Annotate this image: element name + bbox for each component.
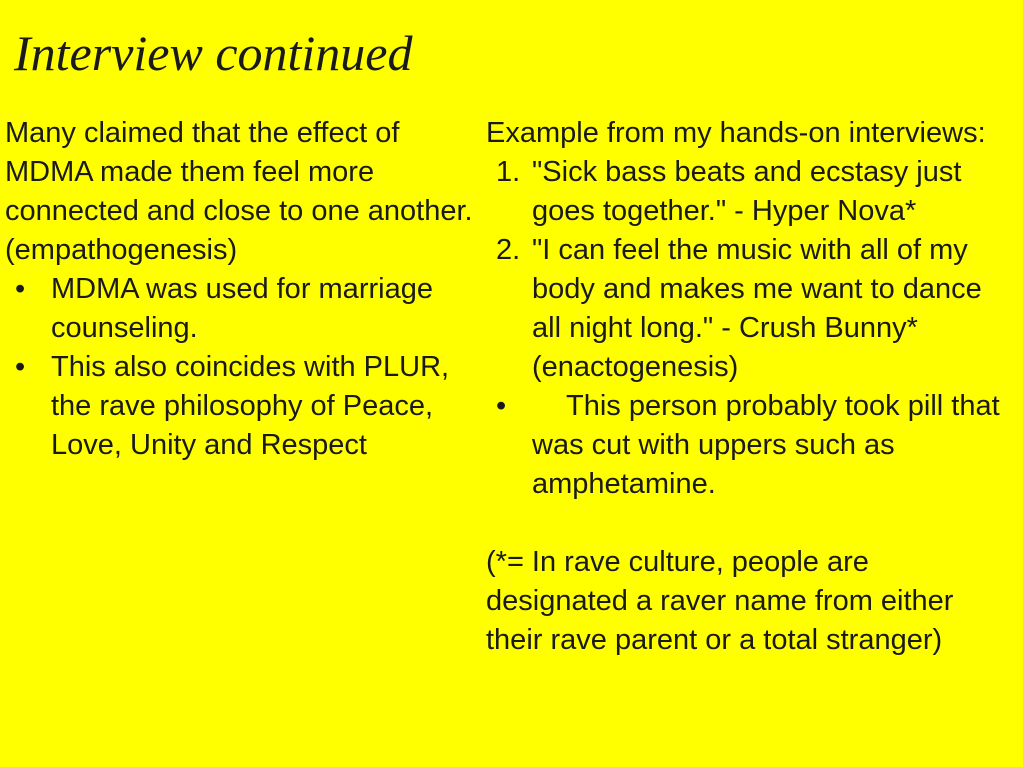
spacer	[486, 504, 1016, 543]
right-column	[486, 114, 1016, 660]
right-bullet-item	[486, 387, 1016, 504]
quote-text: "Sick bass beats and ecstasy just goes together." - Hyper Nova*	[532, 156, 962, 227]
left-bullet-item	[5, 348, 475, 465]
left-bullet-item	[5, 270, 475, 348]
bullet-dot-icon: •	[15, 273, 26, 305]
bullet-dot-icon: •	[15, 351, 26, 383]
quote-item	[486, 231, 1016, 387]
list-number: 1.	[496, 156, 521, 188]
quote-text-part-a: "I can feel the music with all of my body and makes me want to dance	[532, 234, 982, 305]
list-number: 2.	[496, 234, 521, 266]
bullet-dot-icon: •	[496, 390, 507, 422]
left-intro-text: Many claimed that the effect of MDMA made them feel more connected and close to one another. (empathogenesis)	[5, 117, 473, 266]
right-intro-text: Example from my hands-on interviews:	[486, 117, 986, 149]
bullet-text: MDMA was used for marriage counseling.	[51, 273, 433, 344]
quote-item	[486, 153, 1016, 231]
quote-text-part-b: all night long." - Crush Bunny* (enactogenesis)	[532, 312, 918, 383]
bullet-text: This person probably took pill that was cut with uppers such as amphetamine.	[532, 390, 1000, 500]
footnote-text: (*= In rave culture, people are designated a raver name from either their rave parent or a total stranger)	[486, 546, 954, 656]
left-column	[5, 114, 475, 465]
bullet-text: This also coincides with PLUR, the rave philosophy of Peace, Love, Unity and Respect	[51, 351, 450, 461]
slide-title: Interview continued	[14, 25, 413, 81]
